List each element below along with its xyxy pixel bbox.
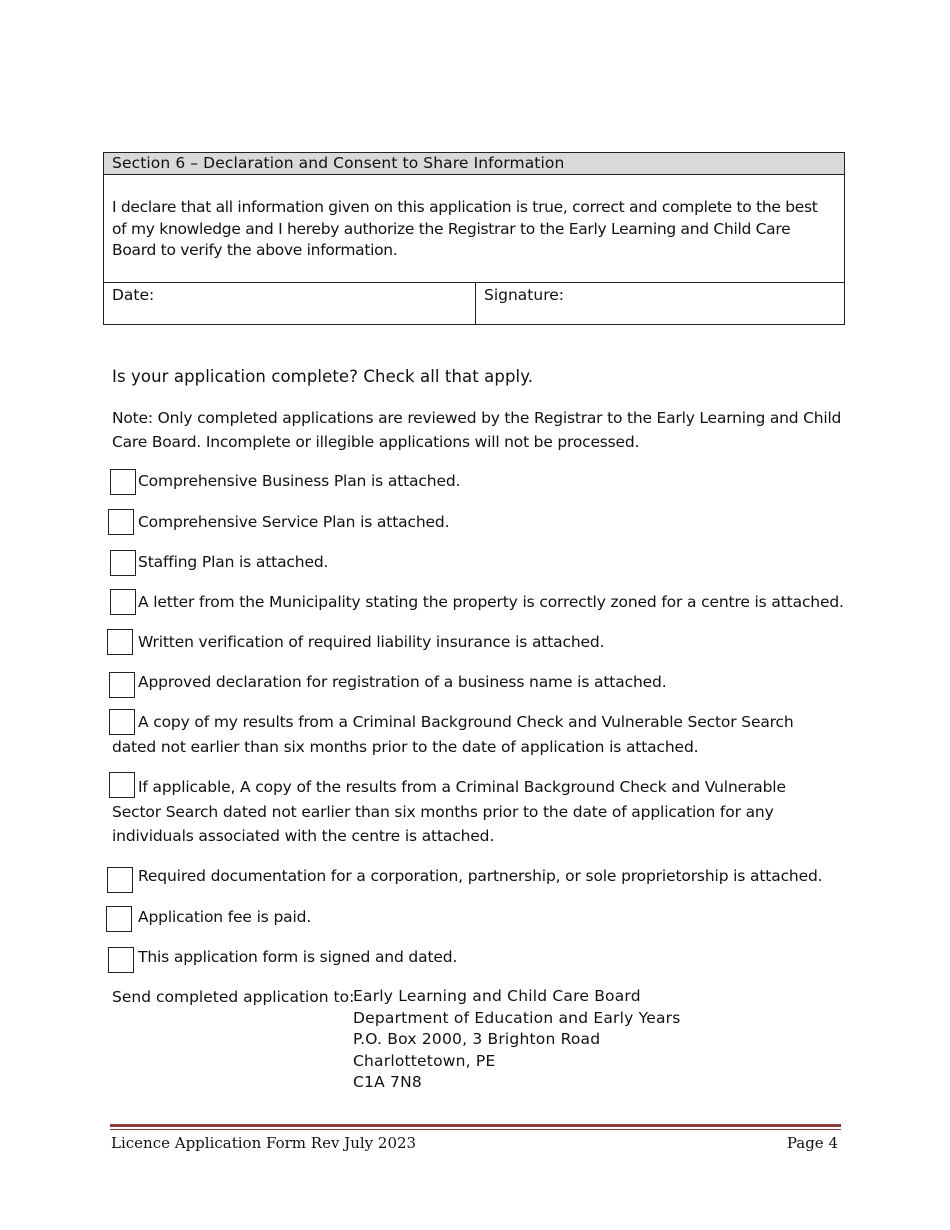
declaration-text: I declare that all information given on this application is true, correct and complete to the best of my knowledge and I hereby authorize the Registrar to the Early Learning and Child Care Board to verify the above information. [112, 198, 818, 259]
checklist-note: Note: Only completed applications are reviewed by the Registrar to the Early Learning and Child Care Board. Incomplete or illegible applications will not be processed. [112, 409, 842, 451]
item-corporate-documentation: Required documentation for a corporation, partnership, or sole proprietorship is attached. [138, 867, 823, 885]
item-signed-dated: This application form is signed and dated. [138, 948, 458, 966]
checkbox-liability-insurance[interactable] [107, 629, 133, 655]
footer-page-number: Page 4 [786, 1134, 838, 1152]
section-6-header: Section 6 – Declaration and Consent to Share Information [104, 153, 844, 175]
address-line: Charlottetown, PE [353, 1051, 496, 1070]
address-line: Early Learning and Child Care Board [353, 987, 641, 1005]
declaration-table [103, 152, 845, 325]
item-associated-individuals: If applicable, A copy of the results from a Criminal Background Check and Vulnerable Sector Search dated not earlier than six months prior to the date of application for any individuals associated with the centre is attached. [112, 778, 786, 845]
checkbox-zoning-letter[interactable] [110, 589, 136, 615]
checkbox-application-fee[interactable] [106, 906, 132, 932]
item-criminal-check: A copy of my results from a Criminal Background Check and Vulnerable Sector Search dated not earlier than six months prior to the date of application is attached. [112, 713, 794, 756]
address-line: Department of Education and Early Years [353, 1008, 681, 1027]
address-line: C1A 7N8 [353, 1073, 422, 1091]
footer-rule [110, 1124, 841, 1127]
item-liability-insurance: Written verification of required liability insurance is attached. [138, 633, 605, 651]
table-divider [104, 282, 844, 283]
checkbox-signed-dated[interactable] [108, 947, 134, 973]
item-service-plan: Comprehensive Service Plan is attached. [138, 513, 450, 531]
item-staffing-plan: Staffing Plan is attached. [138, 553, 329, 571]
footer-rule-thin [110, 1129, 841, 1130]
checkbox-business-name[interactable] [109, 672, 135, 698]
item-business-plan: Comprehensive Business Plan is attached. [138, 472, 461, 490]
item-business-name: Approved declaration for registration of a business name is attached. [138, 673, 667, 691]
table-column-divider [475, 282, 476, 324]
send-to-label: Send completed application to: [112, 988, 355, 1006]
checkbox-staffing-plan[interactable] [110, 550, 136, 576]
checkbox-corporate-documentation[interactable] [107, 867, 133, 893]
mailing-address [353, 986, 681, 1094]
signature-field[interactable]: Signature: [484, 286, 564, 304]
footer-form-title: Licence Application Form Rev July 2023 [111, 1134, 417, 1152]
item-application-fee: Application fee is paid. [138, 908, 312, 926]
item-zoning-letter: A letter from the Municipality stating the property is correctly zoned for a centre is attached. [138, 593, 844, 611]
checklist-question: Is your application complete? Check all that apply. [112, 367, 534, 386]
date-field[interactable]: Date: [112, 286, 155, 304]
checkbox-business-plan[interactable] [110, 469, 136, 495]
checkbox-service-plan[interactable] [108, 509, 134, 535]
address-line: P.O. Box 2000, 3 Brighton Road [353, 1030, 601, 1048]
